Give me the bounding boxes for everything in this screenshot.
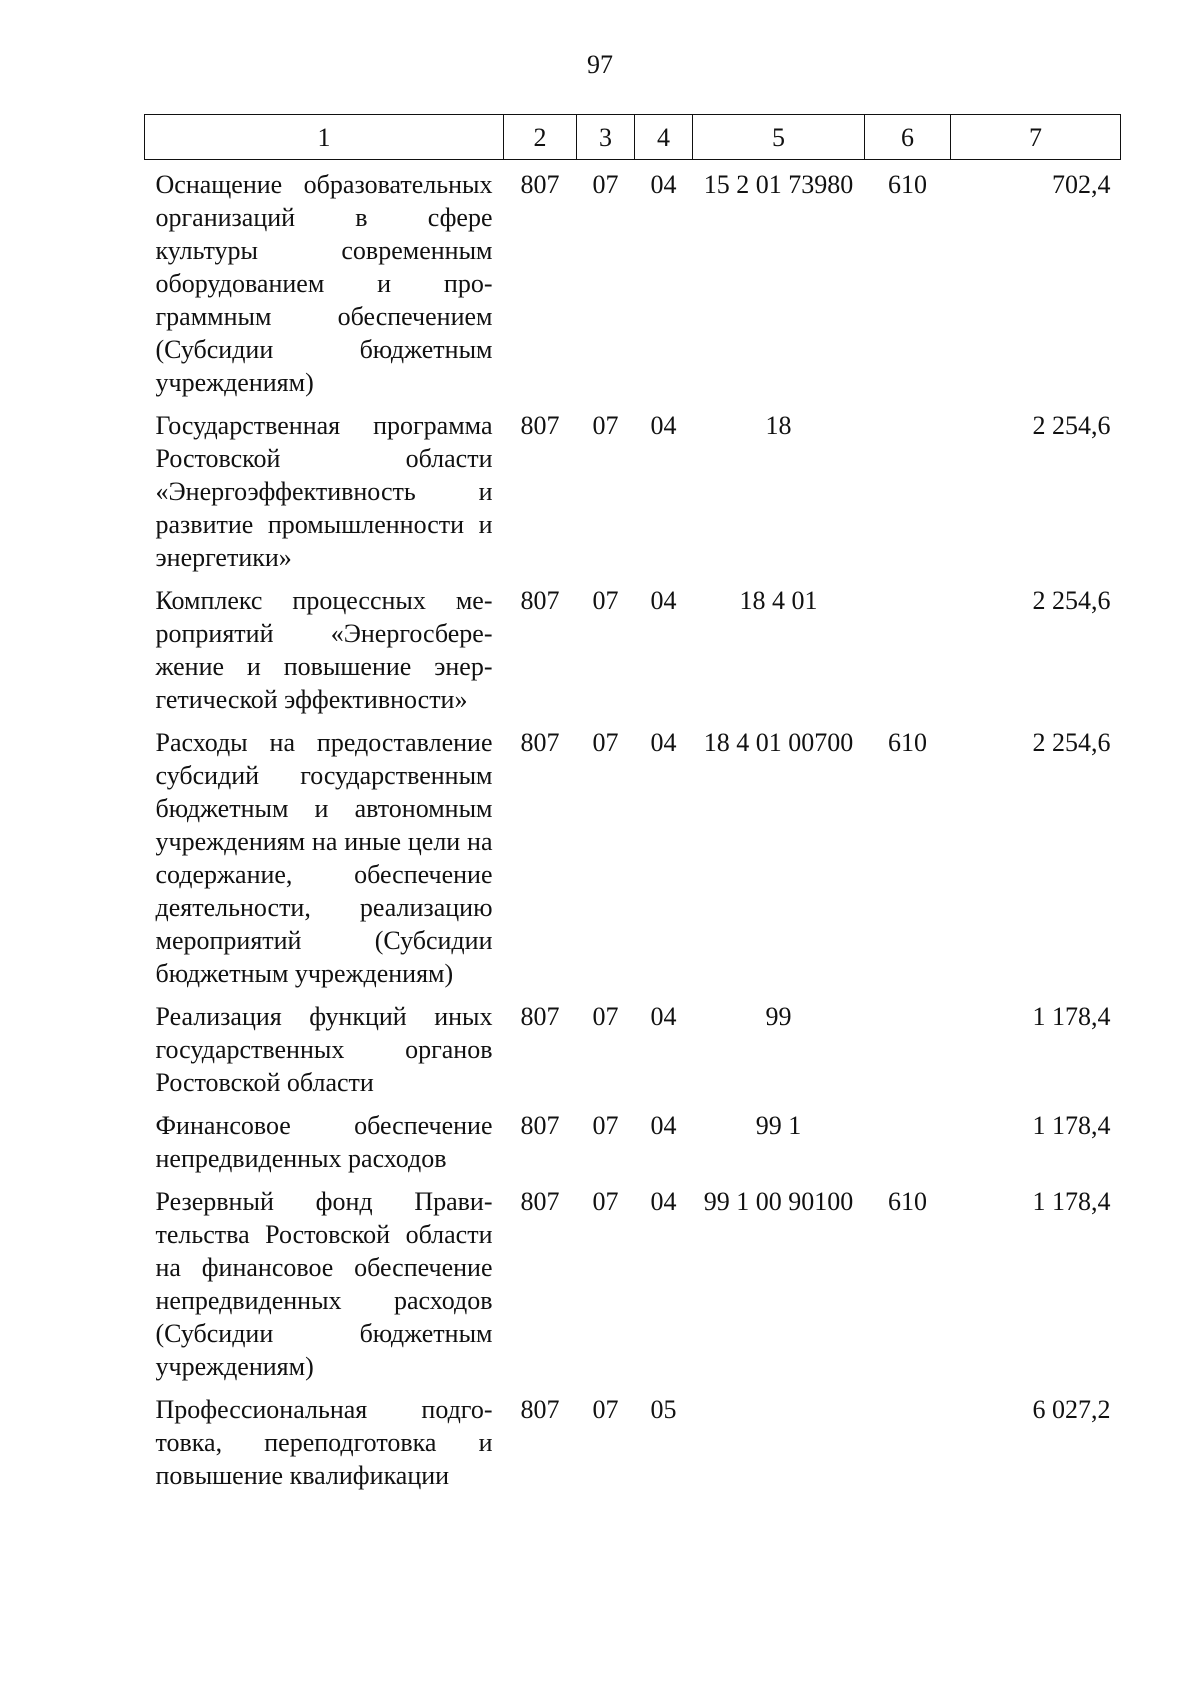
- cell-section-code: 07: [592, 411, 619, 440]
- cell-subsection-code: 04: [650, 411, 677, 440]
- cell-amount: 1 178,4: [1032, 1111, 1111, 1140]
- column-header-7: 7: [951, 115, 1121, 160]
- cell-subsection-code: 04: [650, 170, 677, 199]
- cell-subsection-code: 04: [650, 586, 677, 615]
- table-row: [145, 1099, 1121, 1175]
- cell-section-code: 07: [592, 728, 619, 757]
- cell-section-code: 07: [592, 1187, 619, 1216]
- cell-section-code: 07: [592, 170, 619, 199]
- table-row: [145, 716, 1121, 990]
- cell-amount: 702,4: [1052, 170, 1111, 199]
- row-name: Резервный фонд Правительства Ростовской области на финансовое обеспечение непредвиденных расходов (Субсидии бюджетным учреждениям): [155, 1187, 493, 1381]
- cell-amount: 2 254,6: [1032, 411, 1111, 440]
- cell-amount: 2 254,6: [1032, 728, 1111, 757]
- column-header-2: 2: [504, 115, 577, 160]
- header-row: [145, 115, 1121, 160]
- table-row: [145, 160, 1121, 400]
- table-row: [145, 1383, 1121, 1492]
- cell-ministry-code: 807: [520, 170, 560, 199]
- column-header-1: 1: [145, 115, 504, 160]
- cell-section-code: 07: [592, 1395, 619, 1424]
- cell-amount: 2 254,6: [1032, 586, 1111, 615]
- table-row: [145, 990, 1121, 1099]
- cell-expense-type: [865, 399, 951, 574]
- cell-amount: 1 178,4: [1032, 1187, 1111, 1216]
- cell-subsection-code: 04: [650, 1002, 677, 1031]
- cell-section-code: 07: [592, 586, 619, 615]
- cell-target-item: 15 2 01 73980: [703, 170, 854, 199]
- row-name: Расходы на предоставление субсидий государственным бюджетным и автономным учреждениям на иные цели на содержание, обеспечение деятельности, реализацию мероприятий (Субсидии бюджетным учреждениям): [155, 728, 493, 988]
- table-row: [145, 574, 1121, 716]
- column-header-5: 5: [693, 115, 865, 160]
- cell-expense-type: [865, 990, 951, 1099]
- cell-ministry-code: 807: [520, 728, 560, 757]
- cell-target-item: 99 1 00 90100: [703, 1187, 854, 1216]
- cell-target-item: 99 1: [755, 1111, 802, 1140]
- cell-section-code: 07: [592, 1111, 619, 1140]
- cell-target-item: 18 4 01 00700: [703, 728, 854, 757]
- row-name: Профессиональная подготовка, переподготовка и повышение квалификации: [155, 1395, 493, 1490]
- cell-ministry-code: 807: [520, 1187, 560, 1216]
- column-header-4: 4: [635, 115, 693, 160]
- budget-table: [144, 114, 1121, 1492]
- row-name: Комплекс процессных мероприятий «Энергосбережение и повышение энергетической эффективности»: [155, 586, 493, 714]
- cell-expense-type: [865, 574, 951, 716]
- column-header-3: 3: [577, 115, 635, 160]
- row-name: Финансовое обеспечение непредвиденных расходов: [155, 1111, 493, 1173]
- cell-amount: 6 027,2: [1032, 1395, 1111, 1424]
- cell-ministry-code: 807: [520, 586, 560, 615]
- row-name: Оснащение образовательных организаций в сфере культуры современным оборудованием и программным обеспечением (Субсидии бюджетным учреждениям): [155, 170, 493, 397]
- cell-expense-type: 610: [888, 728, 927, 757]
- cell-subsection-code: 04: [650, 1187, 677, 1216]
- cell-ministry-code: 807: [520, 411, 560, 440]
- cell-expense-type: 610: [888, 1187, 927, 1216]
- cell-target-item: 18 4 01: [739, 586, 818, 615]
- row-name: Государственная программа Ростовской области «Энергоэффективность и развитие промышленности и энергетики»: [155, 411, 493, 572]
- cell-ministry-code: 807: [520, 1111, 560, 1140]
- cell-target-item: 18: [765, 411, 792, 440]
- cell-expense-type: [865, 1099, 951, 1175]
- table-row: [145, 1175, 1121, 1383]
- cell-subsection-code: 04: [650, 1111, 677, 1140]
- cell-subsection-code: 05: [650, 1395, 677, 1424]
- row-name: Реализация функций иных государственных органов Ростовской области: [155, 1002, 493, 1097]
- cell-ministry-code: 807: [520, 1002, 560, 1031]
- cell-ministry-code: 807: [520, 1395, 560, 1424]
- cell-subsection-code: 04: [650, 728, 677, 757]
- cell-expense-type: [865, 1383, 951, 1492]
- table-row: [145, 399, 1121, 574]
- cell-section-code: 07: [592, 1002, 619, 1031]
- cell-target-item: [693, 1383, 865, 1492]
- cell-target-item: 99: [765, 1002, 792, 1031]
- column-header-6: 6: [865, 115, 951, 160]
- page-number: 97: [587, 50, 613, 79]
- cell-amount: 1 178,4: [1032, 1002, 1111, 1031]
- cell-expense-type: 610: [888, 170, 927, 199]
